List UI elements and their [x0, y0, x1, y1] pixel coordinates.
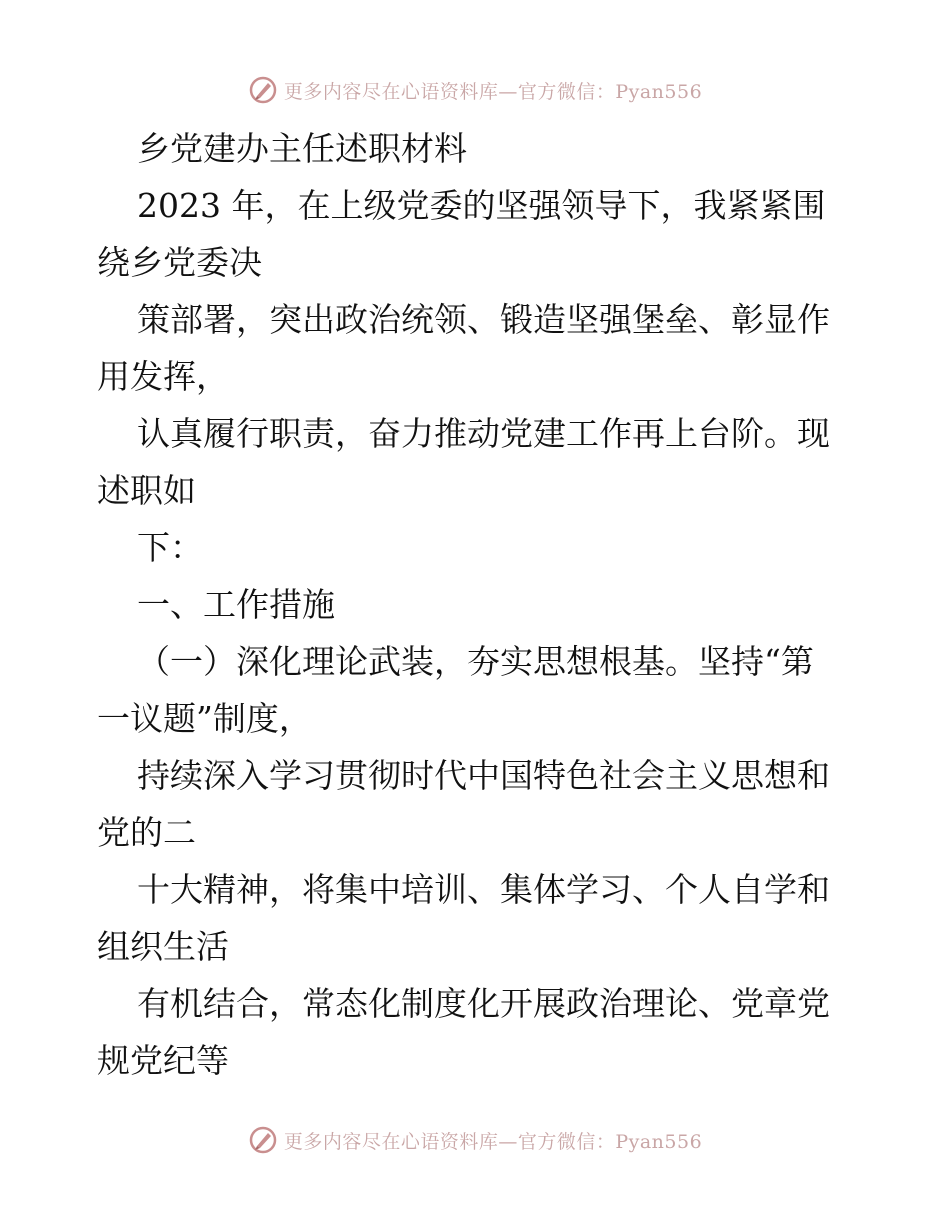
- paragraph-line: 一、工作措施: [137, 585, 335, 624]
- paragraph-line: 组织生活: [97, 927, 229, 966]
- watermark-banner-bottom: [0, 1120, 950, 1160]
- paragraph-line: 一议题”制度，: [97, 699, 312, 738]
- paragraph-line: 认真履行职责，奋力推动党建工作再上台阶。现: [137, 414, 830, 453]
- paragraph-line: 2023 年，在上级党委的坚强领导下，我紧紧围: [137, 186, 826, 225]
- watermark-text: 更多内容尽在心语资料库—官方微信：Pyan556: [283, 1130, 703, 1153]
- paragraph-line: 乡党建办主任述职材料: [137, 129, 467, 168]
- watermark-banner-top: [0, 70, 950, 110]
- watermark-text: 更多内容尽在心语资料库—官方微信：Pyan556: [283, 80, 703, 103]
- paragraph-line: 十大精神，将集中培训、集体学习、个人自学和: [137, 870, 830, 909]
- paragraph-line: 述职如: [97, 471, 196, 510]
- paragraph-line: 有机结合，常态化制度化开展政治理论、党章党: [137, 984, 830, 1023]
- paragraph-line: 规党纪等: [97, 1041, 229, 1080]
- paragraph-line: 持续深入学习贯彻时代中国特色社会主义思想和: [137, 756, 830, 795]
- document-body: [97, 120, 857, 1089]
- paragraph-line: 党的二: [97, 813, 196, 852]
- paragraph-line: 用发挥，: [97, 357, 229, 396]
- paragraph-line: 绕乡党委决: [97, 243, 262, 282]
- paragraph-line: 策部署，突出政治统领、锻造坚强堡垒、彰显作: [137, 300, 830, 339]
- paragraph-line: 下：: [137, 528, 203, 567]
- pen-logo-icon: [248, 75, 278, 105]
- paragraph-line: （一）深化理论武装，夯实思想根基。坚持“第: [137, 642, 814, 681]
- pen-logo-icon: [248, 1125, 278, 1155]
